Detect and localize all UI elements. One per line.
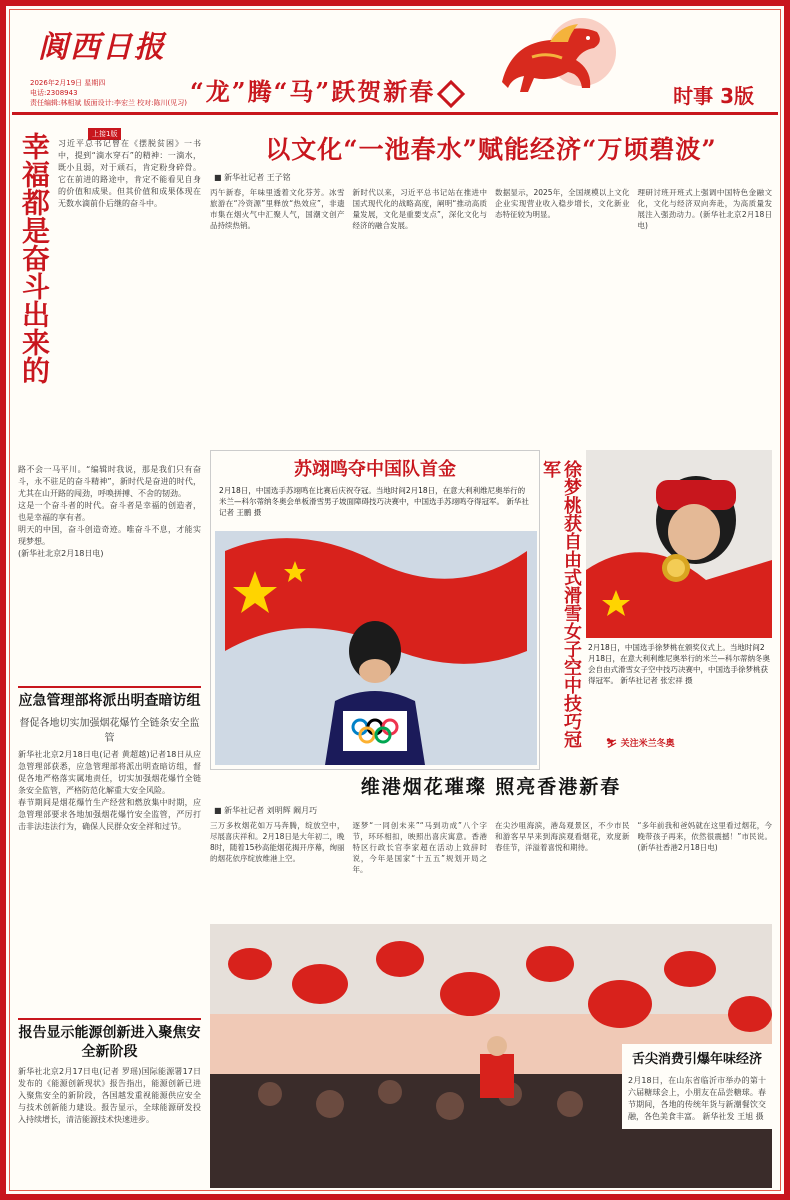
xu-mengtao-photo bbox=[586, 450, 772, 638]
emergency-article bbox=[18, 682, 201, 833]
su-yiming-caption: 2月18日，中国选手苏翊鸣在比赛后庆祝夺冠。当地时间2月18日，在意大利利维尼奥举行的米兰—科尔蒂纳冬奥会单板滑雪男子坡面障碍技巧决赛中，中国选手苏翊鸣夺得冠军。 新华社记者 王鹏 摄 bbox=[219, 486, 529, 517]
emergency-body: 新华社北京2月18日电(记者 黄超越)记者18日从应急管理部获悉，应急管理部将派出明查暗访组，督促各地严格落实属地责任，切实加强烟花爆竹全链条安全监管，严格防范化解重大安全风险。 春节期间是烟花爆竹生产经营和燃放集中时期，应急管理部要求各地加强烟花爆竹安全监管，严厉打击非法违法行为，确保人民群众安全祥和过节。 bbox=[18, 750, 201, 831]
xu-mengtao-headline: 徐梦桃获自由式滑雪女子空中技巧冠军 bbox=[540, 460, 582, 748]
left-column bbox=[18, 124, 201, 1184]
commentary-intro: 习近平总书记曾在《摆脱贫困》一书中，提到“滴水穿石”的精神：一滴水，既小且弱，对于顽石，肯定粉身碎骨。它在前进的路途中，肯定不能看见自身的价值和成果。但其价值和成果体现在无数水滴前仆后继的奋斗中。 bbox=[58, 139, 201, 208]
energy-article bbox=[18, 1014, 201, 1126]
culture-col-1: 丙午新春，年味里透着文化芬芳。冰雪旅游在“冷资源”里释放“热效应”，非遗市集在烟火气中汇聚人气，国潮文创产品持续热销。 bbox=[210, 188, 345, 230]
commentary-title: 幸福都是奋斗出来的 bbox=[18, 132, 51, 384]
spring-festival-photo bbox=[210, 924, 772, 1188]
su-yiming-photo bbox=[215, 531, 537, 765]
culture-columns bbox=[210, 187, 772, 231]
energy-headline: 报告显示能源创新进入聚焦安全新阶段 bbox=[18, 1025, 201, 1060]
hk-columns bbox=[210, 820, 772, 875]
hk-byline: ■ 新华社记者 刘明辉 阚月巧 bbox=[214, 806, 318, 815]
xu-mengtao-caption: 2月18日，中国选手徐梦桃在颁奖仪式上。当地时间2月18日，在意大利利维尼奥举行的米兰—科尔蒂纳冬奥会自由式滑雪女子空中技巧决赛中，中国选手徐梦桃获得冠军。 新华社记者 张宏祥 摄 bbox=[588, 643, 771, 685]
energy-body: 新华社北京2月17日电(记者 罗瑶)国际能源署17日发布的《能源创新现状》报告指出，能源创新已进入聚焦安全的新阶段，各国越发重视能源供应安全与技术创新能力建设。报告显示，全球能源研发投入持续增长，清洁能源技术快速进步。 bbox=[18, 1067, 201, 1124]
commentary-body: 路不会一马平川。“编辑时我说，那是我们只有奋斗，永不驻足的奋斗精神”，新时代是奋进的时代，尤其在山开路的闯劲，呼唤拼搏、不舍的韧劲。 这是一个奋斗者的时代。奋斗者是幸福的创造者，也是幸福的享有者。 明天的中国，奋斗创造奇迹。唯奋斗不息，才能实现梦想。 (新华社北京2月18日电) bbox=[18, 465, 201, 558]
hk-col-2: 逐梦“一同创未来”“马到功成”八个字节，环环相扣，映照出喜庆寓意。香港特区行政长官李家超在活动上致辞时说，今年是国家“十五五”规划开局之年。 bbox=[352, 821, 487, 874]
page-label: 时事 3版 bbox=[673, 84, 754, 108]
continued-badge: 上接1版 bbox=[88, 128, 121, 140]
hk-col-4: “多年前我和爸妈就在这里看过烟花，今晚带孩子再来，依然很震撼！”市民说。(新华社香港2月18日电) bbox=[637, 821, 772, 852]
hk-col-3: 在尖沙咀海滨，港岛观景区，不少市民和游客早早来到海滨观看烟花，欢度新春佳节，洋溢着喜悦和期待。 bbox=[495, 821, 630, 852]
focus-milan-tag: ⛷ 关注米兰冬奥 bbox=[606, 739, 675, 749]
masthead bbox=[12, 12, 778, 117]
hk-fireworks-article bbox=[210, 772, 772, 912]
emergency-headline: 应急管理部将派出明查暗访组 bbox=[18, 693, 201, 709]
olympics-photos bbox=[210, 450, 772, 770]
xu-mengtao-story bbox=[540, 450, 772, 770]
consumption-caption: 2月18日，在山东省临沂市举办的第十六届糖球会上，小朋友在品尝糖球。春节期间，各地的传统年货与新潮餐饮交融，各色美食丰富。 新华社发 王旭 摄 bbox=[628, 1076, 766, 1121]
culture-col-2: 新时代以来，习近平总书记站在推进中国式现代化的战略高度，阐明“推动高质量发展，文化是重要支点”，深化文化与经济的融合发展。 bbox=[352, 188, 487, 230]
culture-byline: ■ 新华社记者 王子铭 bbox=[214, 173, 291, 182]
hk-headline: 维港烟花璀璨 照亮香港新春 bbox=[360, 776, 622, 798]
su-yiming-story bbox=[210, 450, 540, 770]
horse-illustration bbox=[472, 12, 632, 102]
masthead-rule bbox=[12, 112, 778, 115]
newspaper-logo: 阆西日报 bbox=[38, 30, 166, 65]
culture-col-3: 数据显示，2025年，全国规模以上文化企业实现营业收入稳步增长，文化新业态特征较为明显。 bbox=[495, 188, 630, 219]
culture-headline: 以文化“一池春水”赋能经济“万顷碧波” bbox=[265, 135, 717, 164]
emergency-subtitle: 督促各地切实加强烟花爆竹全链条安全监管 bbox=[19, 718, 200, 744]
culture-col-4: 理研讨班开班式上强调中国特色金融文化，文化与经济双向奔赴，为高质量发展注入强劲动力。(新华社北京2月18日电) bbox=[637, 188, 772, 230]
hk-col-1: 三万多枚烟花如万马奔腾，绽放空中，尽展喜庆祥和。2月18日是大年初二，晚8时，随着15秒高能烟花揭开序幕，绚丽的烟花依序绽放维港上空。 bbox=[210, 821, 345, 863]
editor-credits: 责任编辑:林相斌 版面设计:李宏兰 校对:陈川(见习) bbox=[30, 99, 187, 107]
festival-slogan: “龙”腾“马”跃贺新春 bbox=[190, 72, 461, 107]
bottom-photo-sidebar bbox=[622, 1044, 772, 1129]
phone-number: 电话:2308943 bbox=[30, 89, 78, 97]
issue-date: 2026年2月19日 星期四 bbox=[30, 79, 106, 87]
consumption-headline: 舌尖消费引爆年味经济 bbox=[631, 1052, 762, 1067]
su-yiming-headline: 苏翊鸣夺中国队首金 bbox=[294, 459, 456, 480]
